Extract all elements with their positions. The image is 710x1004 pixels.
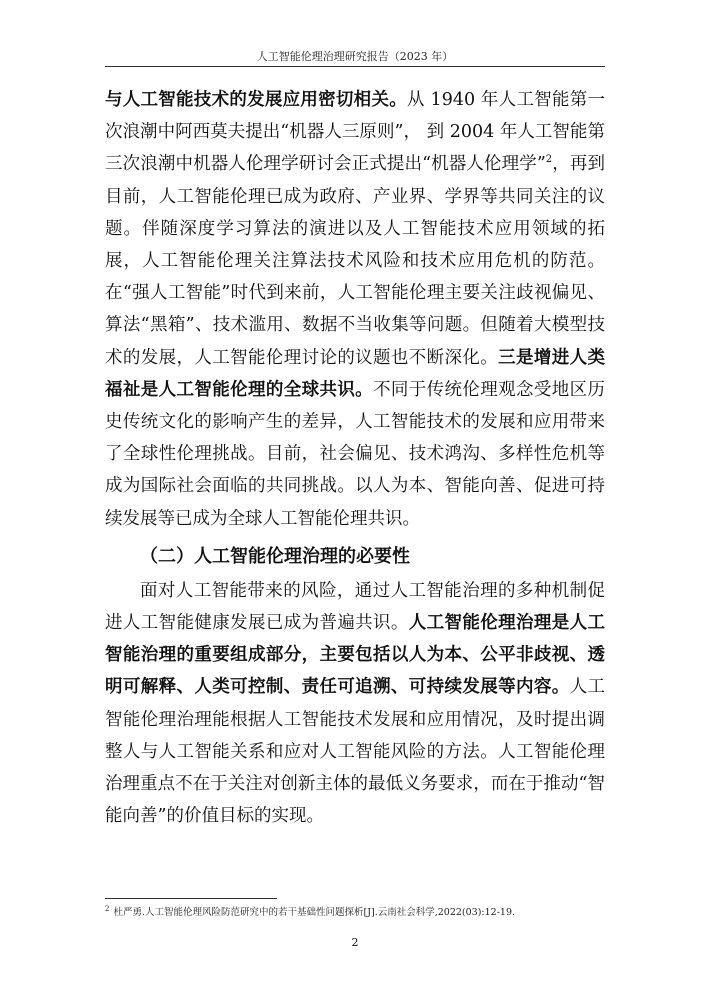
footnote-divider	[105, 898, 277, 899]
paragraph-1-bold-lead: 与人工智能技术的发展应用密切相关。	[105, 90, 407, 110]
footnote-reference[interactable]: 2	[545, 154, 553, 166]
page-number: 2	[351, 936, 359, 949]
footnote-mark: 2	[105, 904, 110, 913]
main-content	[105, 84, 605, 832]
running-header: 人工智能伦理治理研究报告（2023 年）	[256, 50, 454, 63]
paragraph-2-text-a: 面对人工智能带来的风险，通过人工智能治理的多种机制促进人工智能健康发展已成为普遍共识。	[105, 580, 605, 634]
paragraph-1-bold-mid: 三是增进人类福祉是人工智能伦理的全球共识。	[105, 347, 606, 400]
section-heading: （二）人工智能伦理治理的必要性	[140, 545, 410, 567]
footnote-text: 杜严勇.人工智能伦理风险防范研究中的若干基础性问题探析[J].云南社会科学,2022(03):12-19.	[113, 907, 516, 918]
paragraph-2-bold-mid: 人工智能伦理治理是人工智能治理的重要组成部分，主要包括以人为本、公平非歧视、透明可解释、人类可控制、责任可追溯、可持续发展等内容。	[105, 613, 605, 698]
footnote	[105, 904, 625, 918]
paragraph-2-text-b: 人工智能伦理治理能根据人工智能技术发展和应用情况，及时提出调整人与人工智能关系和应对人工智能风险的方法。人工智能伦理治理重点不在于关注对创新主体的最低义务要求，而在于推动“智能向善”的价值目标的实现。	[105, 677, 606, 827]
paragraph-1-text-a: 从 1940 年人工智能第一次浪潮中阿西莫夫提出“机器人三原则”， 到 2004 年人工智能第三次浪潮中机器人伦理学研讨会正式提出“机器人伦理学”	[105, 90, 605, 175]
paragraph-1-text-c: 不同于传统伦理观念受地区历史传统文化的影响产生的差异，人工智能技术的发展和应用带来了全球性伦理挑战。目前，社会偏见、技术鸿沟、多样性危机等成为国际社会面临的共同挑战。以人为本、智能向善、促进可持续发展等已成为全球人工智能伦理共识。	[105, 379, 606, 529]
paragraph-2	[105, 575, 605, 833]
paragraph-1-text-b: ，再到目前，人工智能伦理已成为政府、产业界、学界等共同关注的议题。伴随深度学习算法的演进以及人工智能技术应用领域的拓展，人工智能伦理关注算法技术风险和技术应用危机的防范。在“强人工智能”时代到来前，人工智能伦理主要关注歧视偏见、算法“黑箱”、技术滥用、数据不当收集等问题。但随着大模型技术的发展，人工智能伦理讨论的议题也不断深化。	[105, 154, 605, 368]
header-divider	[105, 66, 605, 67]
paragraph-1	[105, 84, 605, 535]
